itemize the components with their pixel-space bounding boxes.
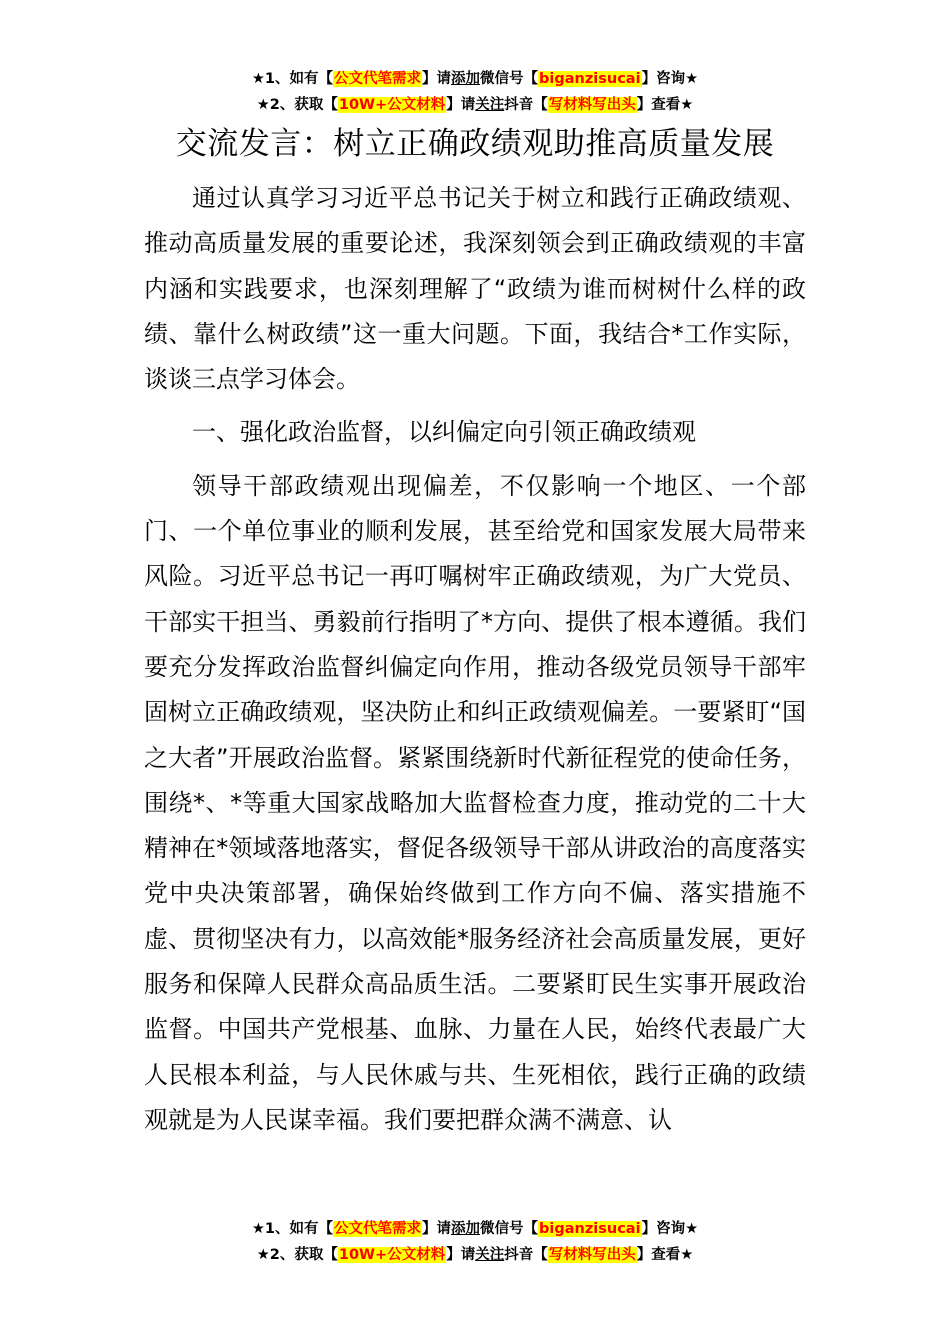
banner-underline: 关注	[475, 97, 505, 113]
banner-highlight: 写材料写出头	[548, 97, 636, 113]
banner-text: 】查看★	[636, 97, 694, 113]
document-body	[144, 176, 806, 1143]
banner-text: 】咨询★	[641, 71, 699, 87]
banner-text: 】请	[422, 1221, 452, 1237]
banner-text: ★2、获取【	[256, 1247, 338, 1263]
banner-text: 】请	[422, 71, 452, 87]
section-heading: 一、强化政治监督，以纠偏定向引领正确政绩观	[192, 418, 696, 447]
banner-highlight: 写材料写出头	[548, 1247, 636, 1263]
banner-highlight: 公文代笔需求	[334, 71, 422, 87]
banner-text: 微信号【	[480, 1221, 539, 1237]
banner-text: ★1、如有【	[251, 71, 334, 87]
banner-text: 】咨询★	[641, 1221, 699, 1237]
paragraph-body: 领导干部政绩观出现偏差，不仅影响一个地区、一个部门、一个单位事业的顺利发展，甚至给党和国家发展大局带来风险。习近平总书记一再叮嘱树牢正确政绩观，为广大党员、干部实干担当、勇毅前行指明了*方向、提供了根本遵循。我们要充分发挥政治监督纠偏定向作用，推动各级党员领导干部牢固树立正确政绩观，坚决防止和纠正政绩观偏差。一要紧盯“国之大者”开展政治监督。紧紧围绕新时代新征程党的使命任务，围绕*、*等重大国家战略加大监督检查力度，推动党的二十大精神在*领域落地落实，督促各级领导干部从讲政治的高度落实党中央决策部署，确保始终做到工作方向不偏、落实措施不虚、贯彻坚决有力，以高效能*服务经济社会高质量发展，更好服务和保障人民群众高品质生活。二要紧盯民生实事开展政治监督。中国共产党根基、血脉、力量在人民，始终代表最广大人民根本利益，与人民休戚与共、生死相依，践行正确的政绩观就是为人民谋幸福。我们要把群众满不满意、认	[144, 471, 806, 1134]
banner-text: 抖音【	[504, 97, 548, 113]
banner-text: 】请	[446, 97, 476, 113]
banner-highlight: 10W+公文材料	[338, 97, 446, 113]
banner-text: ★1、如有【	[251, 1221, 334, 1237]
banner-line-1	[0, 1216, 950, 1242]
header-banner	[0, 66, 950, 118]
banner-highlight: biganzisucai	[539, 1221, 641, 1237]
document-title: 交流发言：树立正确政绩观助推高质量发展	[175, 126, 775, 162]
banner-highlight: 公文代笔需求	[334, 1221, 422, 1237]
banner-text: ★2、获取【	[256, 97, 338, 113]
banner-text: 】查看★	[636, 1247, 694, 1263]
banner-text: 】请	[446, 1247, 476, 1263]
banner-line-2	[0, 92, 950, 118]
banner-line-1	[0, 66, 950, 92]
banner-line-2	[0, 1242, 950, 1268]
banner-text: 抖音【	[504, 1247, 548, 1263]
footer-banner	[0, 1216, 950, 1268]
banner-highlight: 10W+公文材料	[338, 1247, 446, 1263]
banner-underline: 添加	[451, 1221, 481, 1237]
banner-underline: 关注	[475, 1247, 505, 1263]
banner-text: 微信号【	[480, 71, 539, 87]
banner-underline: 添加	[451, 71, 481, 87]
paragraph-intro: 通过认真学习习近平总书记关于树立和践行正确政绩观、推动高质量发展的重要论述，我深刻领会到正确政绩观的丰富内涵和实践要求，也深刻理解了“政绩为谁而树树什么样的政绩、靠什么树政绩”这一重大问题。下面，我结合*工作实际，谈谈三点学习体会。	[144, 184, 806, 394]
banner-highlight: biganzisucai	[539, 71, 641, 87]
